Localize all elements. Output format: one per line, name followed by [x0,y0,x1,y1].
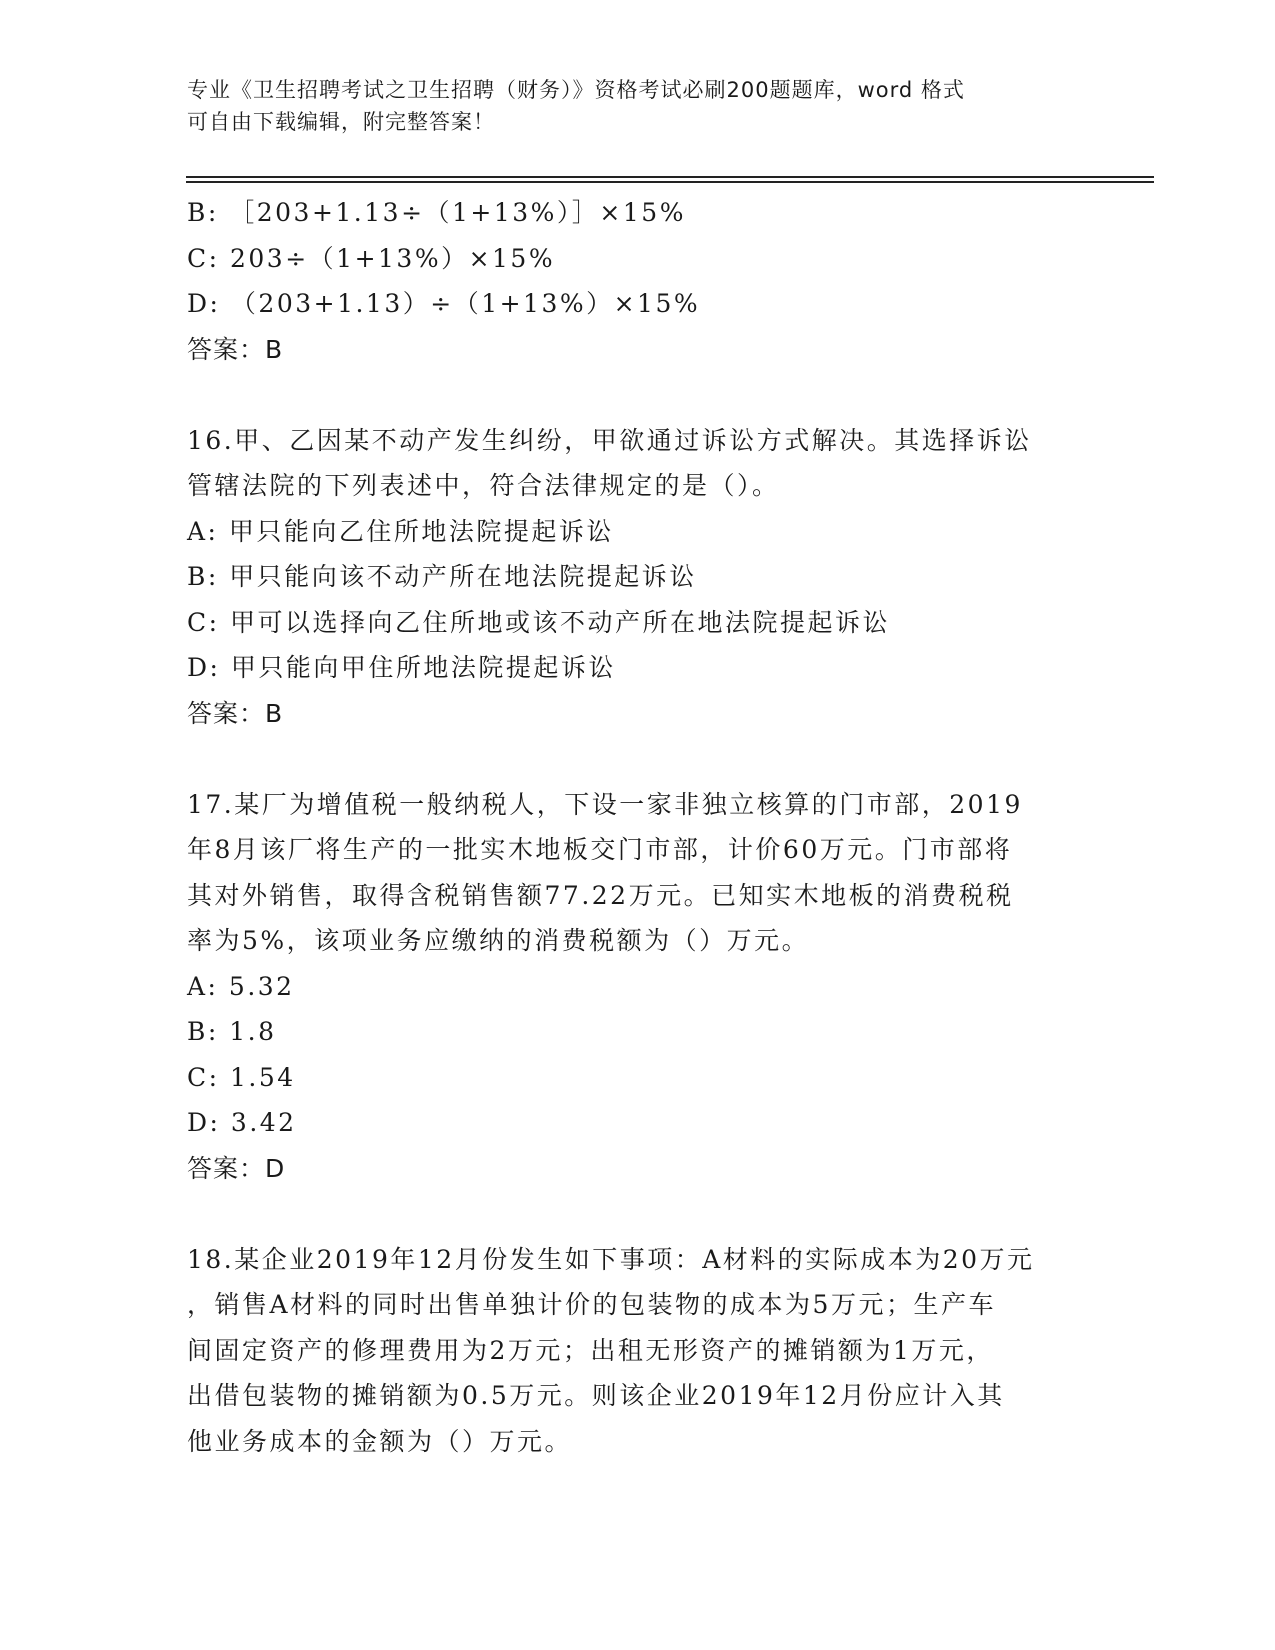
answer-line: 答案：B [187,698,284,728]
header-title-line-1: 专业《卫生招聘考试之卫生招聘（财务）》资格考试必刷200题题库，word 格式 [187,78,965,102]
header-divider-top [186,176,1154,178]
header-title-line-2: 可自由下载编辑，附完整答案！ [187,110,495,134]
question-stem: 年8月该厂将生产的一批实木地板交门市部，计价60万元。门市部将 [187,835,1013,864]
spacer [187,1191,1087,1237]
question-16 [187,418,1087,737]
option-c: C: 1.54 [187,1062,296,1092]
spacer [187,736,1087,782]
question-stem: 率为5%，该项业务应缴纳的消费税额为（）万元。 [187,926,810,955]
option-c: C: 203÷（1+13%）×15% [187,243,556,273]
option-b: B: 1.8 [187,1017,277,1046]
question-stem: 其对外销售，取得含税销售额77.22万元。已知实木地板的消费税税 [187,880,1014,910]
question-stem: 间固定资产的修理费用为2万元；出租无形资产的摊销额为1万元， [187,1335,994,1365]
option-d: D: （203+1.13）÷（1+13%）×15% [187,289,701,318]
spacer [187,372,1087,418]
option-c: C: 甲可以选择向乙住所地或该不动产所在地法院提起诉讼 [187,607,891,637]
question-stem: 出借包装物的摊销额为0.5万元。则该企业2019年12月份应计入其 [187,1381,1005,1410]
question-18 [187,1237,1087,1465]
question-17 [187,782,1087,1192]
option-d: D: 甲只能向甲住所地法院提起诉讼 [187,653,616,682]
document-body [187,190,1087,1464]
question-stem: 管辖法院的下列表述中，符合法律规定的是（）。 [187,471,780,500]
option-d: D: 3.42 [187,1108,297,1137]
answer-line: 答案：D [187,1153,286,1183]
answer-line: 答案：B [187,334,284,364]
question-stem: 17.某厂为增值税一般纳税人，下设一家非独立核算的门市部，2019 [187,789,1023,819]
option-b: B: ［203+1.13÷（1+13%）］×15% [187,198,686,227]
document-header [187,74,1087,138]
option-b: B: 甲只能向该不动产所在地法院提起诉讼 [187,562,697,591]
question-15-tail [187,190,1087,372]
question-stem: 18.某企业2019年12月份发生如下事项：A材料的实际成本为20万元 [187,1244,1035,1274]
question-stem: 他业务成本的金额为（）万元。 [187,1426,573,1456]
header-divider-bottom [186,181,1154,183]
option-a: A: 甲只能向乙住所地法院提起诉讼 [187,516,614,546]
question-stem: 16.甲、乙因某不动产发生纠纷，甲欲通过诉讼方式解决。其选择诉讼 [187,425,1032,455]
option-a: A: 5.32 [187,971,295,1001]
question-stem: ，销售A材料的同时出售单独计价的包装物的成本为5万元；生产车 [187,1290,996,1319]
